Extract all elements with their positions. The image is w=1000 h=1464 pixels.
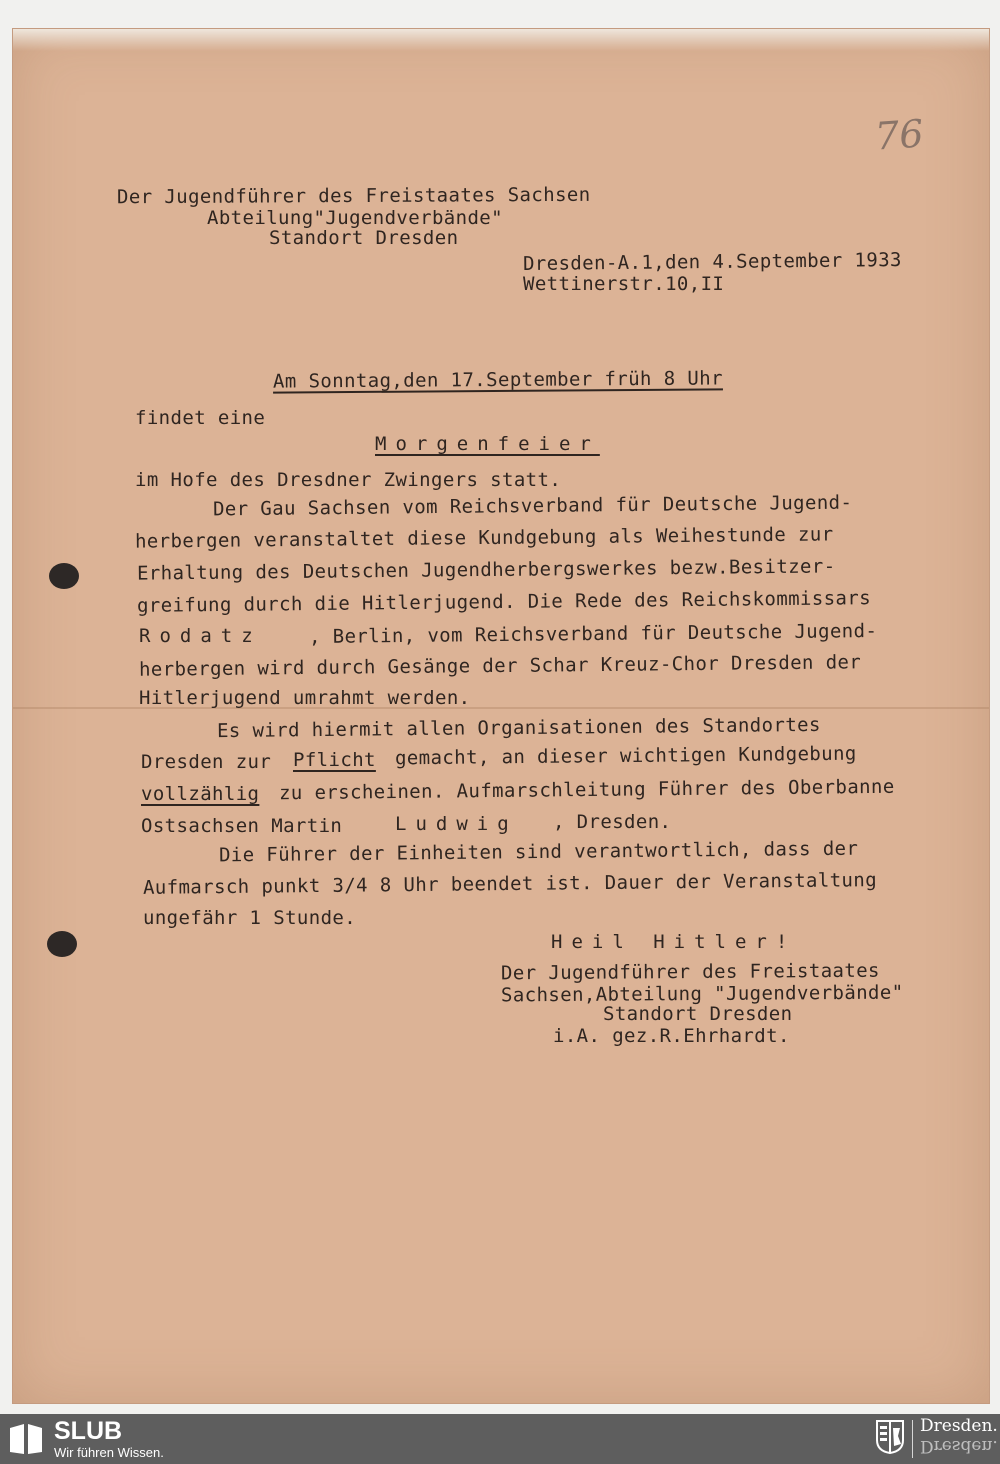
archive-number: 76	[873, 111, 925, 159]
leader-name: Ludwig	[395, 813, 518, 835]
event-heading: Am Sonntag,den 17.September früh 8 Uhr	[272, 367, 723, 393]
body-line-7: Hitlerjugend umrahmt werden.	[139, 687, 471, 709]
address-line: Wettinerstr.10,II	[523, 273, 725, 295]
duty-word: Pflicht	[293, 749, 376, 771]
library-name: SLUB	[54, 1417, 123, 1445]
body-line-2: herbergen veranstaltet diese Kundgebung als Weihestunde zur	[134, 523, 834, 553]
body-line-11-suffix: , Dresden.	[553, 811, 672, 833]
body-line-1: Der Gau Sachsen vom Reichsverband für Deutsche Jugend-	[212, 491, 853, 521]
punch-hole	[47, 931, 77, 957]
speaker-name: Rodatz	[139, 625, 262, 647]
document-page	[12, 28, 990, 1404]
letterhead-line-2: Abteilung"Jugendverbände"	[207, 207, 503, 229]
body-line-8: Es wird hiermit allen Organisationen des Standortes	[216, 713, 821, 743]
library-tagline: Wir führen Wissen.	[54, 1445, 164, 1460]
footer-divider	[912, 1420, 913, 1458]
body-line-14: ungefähr 1 Stunde.	[143, 907, 357, 929]
complete-word: vollzählig	[141, 783, 260, 805]
signature-line-3: Standort Dresden	[603, 1003, 793, 1025]
letterhead-line-3: Standort Dresden	[269, 227, 459, 249]
letterhead-line-1: Der Jugendführer des Freistaates Sachsen	[116, 183, 591, 209]
slub-book-icon	[8, 1422, 44, 1456]
signature-line-1: Der Jugendführer des Freistaates	[500, 959, 880, 985]
signature-line-4: i.A. gez.R.Ehrhardt.	[553, 1025, 790, 1047]
city-name: Dresden.	[920, 1416, 998, 1436]
city-name-reflection: Dresden.	[920, 1436, 998, 1456]
body-line-3: Erhaltung des Deutschen Jugendherbergswerkes bezw.Besitzer-	[136, 555, 836, 585]
closing-salutation: Heil Hitler!	[551, 931, 797, 953]
body-line-6: herbergen wird durch Gesänge der Schar Kreuz-Chor Dresden der	[138, 651, 862, 681]
footer-bar	[0, 1414, 1000, 1464]
event-title: Morgenfeier	[375, 433, 600, 455]
date-line: Dresden-A.1,den 4.September 1933	[522, 249, 902, 275]
speaker-line-rest: , Berlin, vom Reichsverband für Deutsche Jugend-	[308, 620, 878, 648]
body-line-9-prefix: Dresden zur	[141, 751, 272, 773]
event-location: im Hofe des Dresdner Zwingers statt.	[135, 469, 562, 491]
body-line-10-suffix: zu erscheinen. Aufmarschleitung Führer des Oberbanne	[278, 775, 895, 805]
signature-line-2: Sachsen,Abteilung "Jugendverbände"	[500, 981, 904, 1007]
dresden-crest-icon	[876, 1420, 904, 1454]
punch-hole	[49, 563, 79, 589]
body-line-13: Aufmarsch punkt 3/4 8 Uhr beendet ist. Dauer der Veranstaltung	[142, 869, 878, 899]
body-line-11-prefix: Ostsachsen Martin	[141, 815, 343, 837]
findet-eine-text: findet eine	[135, 407, 266, 429]
body-line-4: greifung durch die Hitlerjugend. Die Rede des Reichskommissars	[136, 587, 872, 617]
body-line-9-suffix: gemacht, an dieser wichtigen Kundgebung	[394, 742, 857, 770]
body-line-12: Die Führer der Einheiten sind verantwortlich, dass der	[218, 837, 859, 867]
